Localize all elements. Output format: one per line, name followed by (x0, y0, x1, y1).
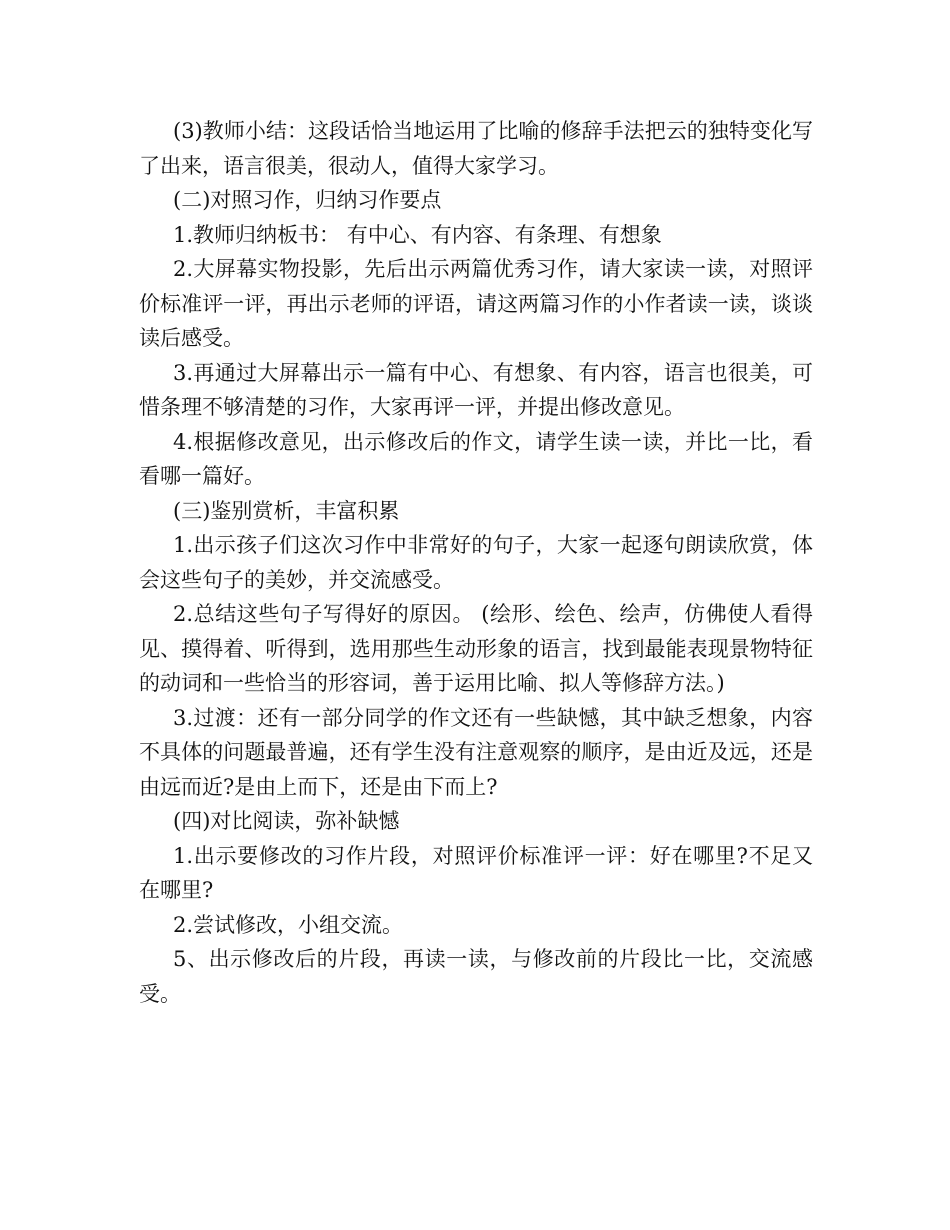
paragraph-item: 4.根据修改意见，出示修改后的作文，请学生读一读，并比一比，看看哪一篇好。 (139, 429, 813, 488)
paragraph-item: 2.大屏幕实物投影，先后出示两篇优秀习作，请大家读一读，对照评价标准评一评，再出示老师的评语，请这两篇习作的小作者读一读，谈谈读后感受。 (139, 257, 813, 350)
paragraph-item: 1.出示要修改的习作片段，对照评价标准评一评：好在哪里?不足又在哪里? (139, 843, 813, 902)
paragraph-item: 5、出示修改后的片段，再读一读，与修改前的片段比一比，交流感受。 (139, 947, 813, 1006)
paragraph-item: 1.教师归纳板书： 有中心、有内容、有条理、有想象 (173, 222, 662, 247)
section-heading-3: (三)鉴别赏析，丰富积累 (173, 498, 400, 523)
paragraph-item: 3.再通过大屏幕出示一篇有中心、有想象、有内容，语言也很美，可惜条理不够清楚的习作，大家再评一评，并提出修改意见。 (139, 360, 813, 419)
paragraph-item: 1.出示孩子们这次习作中非常好的句子，大家一起逐句朗读欣赏，体会这些句子的美妙，并交流感受。 (139, 533, 813, 592)
section-heading-2: (二)对照习作，归纳习作要点 (173, 188, 442, 212)
section-heading-4: (四)对比阅读，弥补缺憾 (173, 809, 400, 833)
document-body (139, 114, 813, 1011)
paragraph-item: 3.过渡：还有一部分同学的作文还有一些缺憾，其中缺乏想象，内容不具体的问题最普遍，还有学生没有注意观察的顺序，是由近及远，还是由远而近?是由上而下，还是由下而上? (139, 705, 813, 799)
paragraph-item: 2.尝试修改，小组交流。 (173, 912, 404, 937)
paragraph-item: 2.总结这些句子写得好的原因。 (绘形、绘色、绘声，仿佛使人看得见、摸得着、听得到，选用那些生动形象的语言，找到最能表现景物特征的动词和一些恰当的形容词，善于运用比喻、拟人等修辞方法。) (139, 602, 813, 695)
paragraph-teacher-summary: (3)教师小结：这段话恰当地运用了比喻的修辞手法把云的独特变化写了出来，语言很美，很动人，值得大家学习。 (139, 119, 813, 178)
